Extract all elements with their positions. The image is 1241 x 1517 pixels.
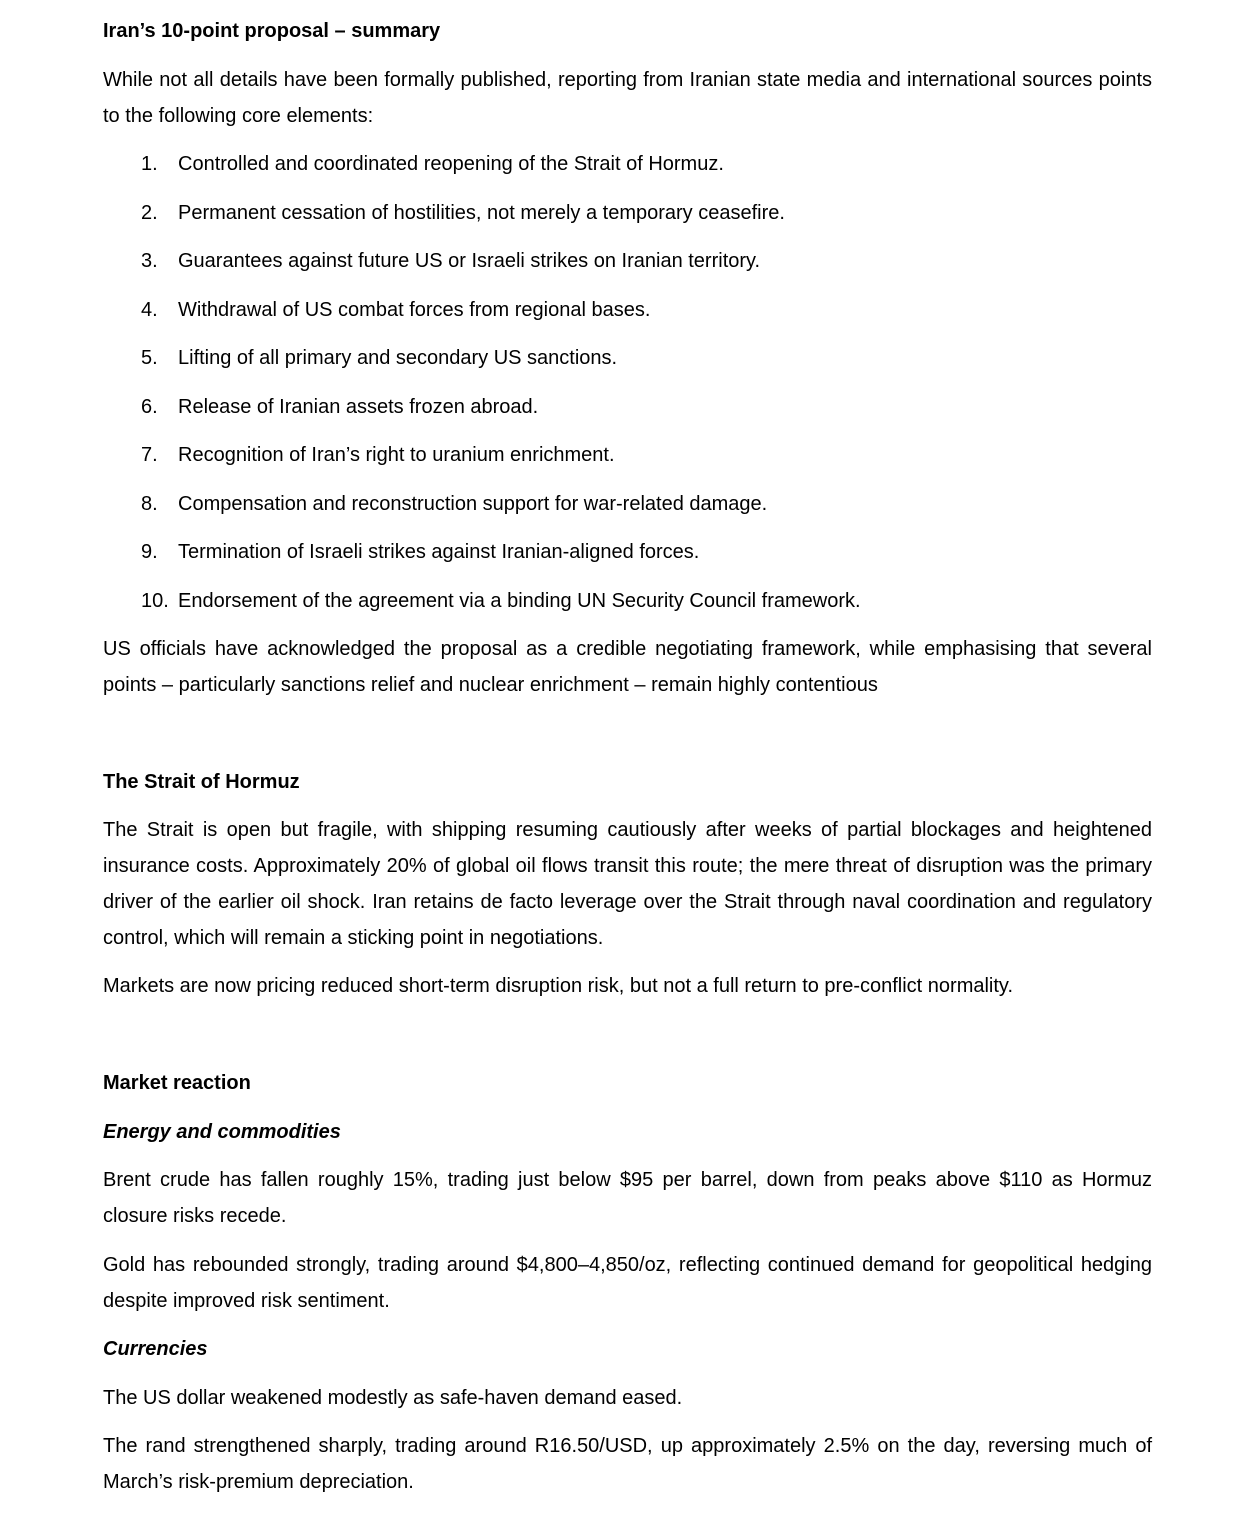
list-number: 1. — [141, 153, 158, 175]
list-text: Controlled and coordinated reopening of the Strait of Hormuz. — [178, 153, 724, 175]
list-text: Guarantees against future US or Israeli strikes on Iranian territory. — [178, 250, 761, 272]
list-text: Endorsement of the agreement via a binding UN Security Council framework. — [178, 589, 861, 612]
heading-iran-proposal: Iran’s 10-point proposal – summary — [103, 20, 441, 42]
closing-paragraph: US officials have acknowledged the proposal as a credible negotiating framework, while emphasising that several points – particularly sanctions relief and nuclear enrichment – remain highly contentious — [103, 638, 1152, 696]
list-number: 6. — [141, 395, 158, 418]
heading-market-reaction: Market reaction — [103, 1072, 251, 1094]
list-text: Withdrawal of US combat forces from regional bases. — [178, 298, 651, 321]
subheading-currencies: Currencies — [103, 1338, 208, 1360]
list-text: Release of Iranian assets frozen abroad. — [178, 395, 539, 418]
list-number: 5. — [141, 347, 158, 369]
markets-pricing-paragraph: Markets are now pricing reduced short-term disruption risk, but not a full return to pre-conflict normality. — [103, 975, 1013, 997]
subheading-energy-commodities: Energy and commodities — [103, 1121, 341, 1143]
list-text: Compensation and reconstruction support for war-related damage. — [178, 492, 768, 515]
list-number: 9. — [141, 541, 158, 563]
gold-paragraph: Gold has rebounded strongly, trading around $4,800–4,850/oz, reflecting continued demand for geopolitical hedging despite improved risk sentiment. — [103, 1254, 1152, 1312]
dollar-paragraph: The US dollar weakened modestly as safe-haven demand eased. — [103, 1387, 683, 1409]
list-text: Lifting of all primary and secondary US sanctions. — [178, 347, 618, 369]
list-number: 2. — [141, 201, 158, 224]
list-number: 3. — [141, 250, 158, 272]
list-text: Permanent cessation of hostilities, not merely a temporary ceasefire. — [178, 201, 785, 224]
list-number: 8. — [141, 492, 158, 515]
list-text: Recognition of Iran’s right to uranium enrichment. — [178, 444, 615, 466]
rand-paragraph: The rand strengthened sharply, trading around R16.50/USD, up approximately 2.5% on the day, reversing much of March’s risk-premium depreciation. — [103, 1435, 1152, 1493]
list-number: 7. — [141, 444, 158, 466]
strait-paragraph: The Strait is open but fragile, with shipping resuming cautiously after weeks of partial blockages and heightened insurance costs. Approximately 20% of global oil flows transit this route; the mere threat of disruption was the primary driver of the earlier oil shock. Iran retains de facto leverage over the Strait through naval coordination and regulatory control, which will remain a sticking point in negotiations. — [103, 819, 1152, 949]
list-number: 10. — [141, 589, 169, 612]
list-number: 4. — [141, 298, 158, 321]
brent-paragraph: Brent crude has fallen roughly 15%, trading just below $95 per barrel, down from peaks above $110 as Hormuz closure risks recede. — [103, 1169, 1152, 1227]
heading-strait-of-hormuz: The Strait of Hormuz — [103, 771, 300, 793]
list-text: Termination of Israeli strikes against Iranian-aligned forces. — [178, 541, 700, 563]
intro-paragraph: While not all details have been formally published, reporting from Iranian state media and international sources points to the following core elements: — [103, 69, 1152, 127]
